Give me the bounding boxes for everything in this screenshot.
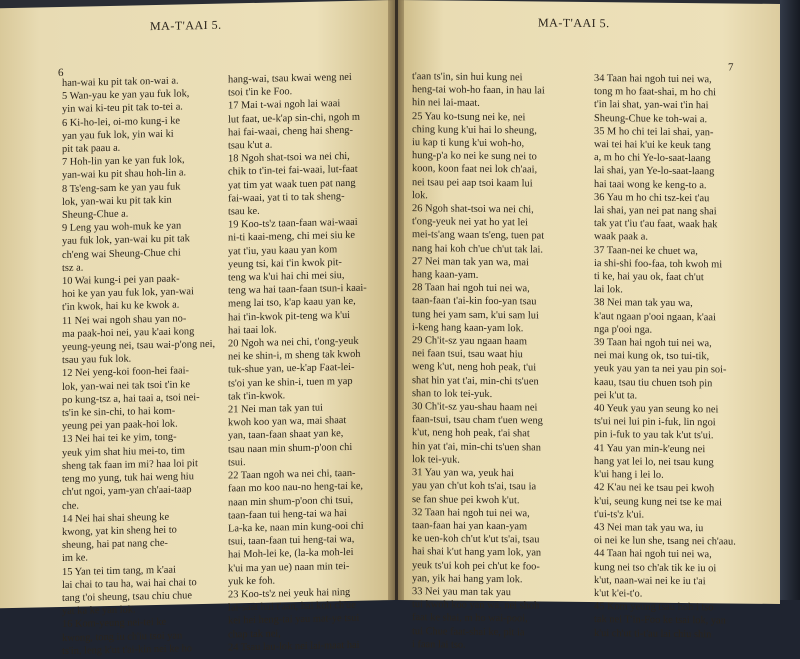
text-line: lut faat, ue-k'ap sin-chi, ngoh m (228, 111, 361, 126)
text-line: waak paak a. (594, 231, 648, 244)
text-line: se fan shue pei kwoh k'ut. (412, 493, 520, 506)
text-line: k'ut k'ei-t'o. (594, 587, 643, 600)
text-line: tsau ke. (228, 205, 260, 218)
text-line: ts'in ke sin-chi, to hai kom- (62, 405, 176, 420)
text-line: t'ui-ts'z k'ui. (594, 508, 645, 521)
text-line: yat t'iu, yau kaau yan kom (228, 243, 338, 258)
text-line: wai tei hai k'ui ke keuk tang (594, 139, 711, 152)
text-line: k'ui, seung kung nei tse ke mai (594, 495, 722, 508)
text-line: ma paak-hoi nei, yau k'aai kong (62, 326, 195, 340)
text-line: 42 K'au nei ke tsau pei kwoh (594, 482, 715, 495)
text-line: nei tsau pei aap tsoi kaam lui (412, 176, 533, 190)
left-page-number: 6 (58, 66, 64, 80)
text-line: heng-tai woh-ho faan, in hau lai (412, 84, 545, 97)
book-cover-edge (780, 0, 800, 600)
text-line: 17 Mai t-wai ngoh lai waai (228, 98, 341, 112)
text-line: lai shai, yan nei pat nang shai (594, 205, 717, 218)
text-line: pin i-fuk to yau tak k'ut ts'ui. (594, 429, 714, 442)
text-line: lai lok. (594, 284, 623, 296)
text-line: yan, taan-faan shaat yan ke, (228, 428, 344, 442)
text-line: 20 Ngoh wa nei chi, t'ong-yeuk (228, 335, 359, 350)
text-line: pit tak paau a. (62, 142, 121, 155)
text-line: hin yat t'ai, min-chi ts'uen shan (412, 440, 541, 454)
text-line: hai shai k'ut hang yam lok, yan (412, 546, 542, 559)
text-line: 45 Kom yeung tsau hoh i tso (594, 601, 714, 614)
text-line: kwong, yat kin sheng hei to (62, 524, 177, 538)
text-line: yeuk yau yan ta nei yau pin soi- (594, 363, 727, 376)
text-line: 25 Yau ko-tsung nei ke, nei (412, 110, 526, 123)
text-line: 32 Taan hai ngoh tui nei wa, (412, 506, 530, 520)
text-line: pei k'ut ta. (594, 389, 638, 402)
text-line: tui kwoh koo yan wa, nei shoh (412, 599, 540, 612)
text-line: 31 Yau yan wa, yeuk hai (412, 467, 514, 480)
text-line: tong m ho faat-shai, m ho chi (594, 86, 717, 99)
text-line: 24 Tsau lau-lok nei lai-maat hai (228, 639, 360, 654)
text-line: tuk-shue yan, ue-k'ap Faat-lei- (228, 362, 355, 376)
text-line: koon, koon faat nei lok ch'aai, (412, 163, 538, 176)
text-line: hoi ke yan yau fuk lok, yan-wai (62, 286, 194, 301)
text-line: teng wa k'ui hai chi mei siu, (228, 270, 345, 284)
text-line: yat tim yat waak tuen pat nang (228, 177, 356, 192)
text-line: lok, yan-wai nei tak tsoi t'in ke (62, 378, 190, 393)
text-line: yan, yik hai hang yam lok. (412, 572, 523, 586)
text-line: yuk ke foh. (228, 575, 276, 588)
right-page-number: 7 (728, 61, 734, 74)
text-line: naan min shum-p'oon chi tsui, (228, 494, 354, 508)
text-line: tsui. (228, 457, 246, 469)
text-line: nei ke shin-i, m sheng tak kwoh (228, 348, 361, 363)
text-line: shat hin yat t'ai, min-chi ts'uen (412, 374, 539, 388)
text-line: hai taai wong ke keng-to a. (594, 178, 707, 191)
text-line: sheng tak faan im mi? haa loi pit (62, 458, 198, 472)
text-line: ke uen-koh ch'ut k'ut ts'ai, tsau (412, 533, 540, 546)
text-line: hai Moh-lei ke, (la-ka moh-lei (228, 547, 354, 561)
text-line: 9 Leng yau woh-muk ke yan (62, 220, 182, 235)
text-line: shan to lok tei-yuk. (412, 388, 493, 400)
text-line: teng wa hai taan-faan tsun-i kaai- (228, 282, 367, 297)
text-line: ts'in, leng k'ut t'ai-kin nei ke ho (62, 642, 192, 657)
text-line: Sheung-Chue ke toh-wai a. (594, 112, 708, 125)
text-line: k'ut, naan-wai nei ke iu t'ai (594, 574, 706, 587)
text-line: k'ui hang i lei lo. (594, 469, 664, 481)
text-line: 41 Yau yan min-k'eung nei (594, 442, 706, 455)
right-page-header: MA-T'AAI 5. (538, 15, 610, 31)
text-line: tui Chue faat-shai ke, pit ia (412, 625, 525, 638)
text-line: meng lai tso, k'ap kaau yan ke, (228, 296, 356, 310)
text-line: 12 Nei yeng-koi foon-hei faai- (62, 365, 189, 380)
text-line: 14 Nei hai shai sheung ke (62, 511, 170, 525)
text-line: hang kaan-yam. (412, 269, 479, 281)
text-line: taan-faan t'ai-kin foo-yan tsau (412, 295, 537, 308)
text-line: kaau, tsau tiu chuen tsoh pin (594, 376, 713, 389)
text-line: 38 Nei man tak yau wa, (594, 297, 693, 310)
text-line: 26 Ngoh shat-tsoi wa nei chi, (412, 203, 534, 216)
text-line: t'aan ts'in, sin hui kung nei (412, 71, 523, 84)
text-line: weng k'ut, neng hoh peak, t'ui (412, 361, 537, 374)
text-line: tak t'in-kwok. (228, 390, 286, 403)
text-line: 29 Ch'it-sz yau ngaan haam (412, 335, 527, 348)
text-line: yeuk ts'ui koh pei ch'ut ke foo- (412, 559, 540, 573)
text-line: hung-p'a ko nei ke sung nei to (412, 150, 537, 163)
text-line: lok, yan-wai ku pit tak kin (62, 194, 172, 208)
text-line: hai taai lok. (228, 324, 277, 337)
text-line: t'in lai shat, yan-wai t'in hai (594, 99, 709, 112)
text-line: k'ut, neng hoh peak, t'ai shat (412, 427, 530, 440)
text-line: che. (62, 500, 80, 512)
text-line: 23 Koo-ts'z nei yeuk hai ning (228, 586, 351, 601)
text-line: faan-tsui, tsau cham t'uen weng (412, 414, 543, 427)
text-line: nang hai koh ch'ue ch'ut tak lai. (412, 242, 543, 256)
text-line: La-ka ke, naan min kung-ooi chi (228, 520, 364, 535)
text-line: ts'oi yan ke shin-i, tuen m yap (228, 375, 353, 390)
text-line: t'in kwok, hai ku ke kwok a. (62, 299, 180, 314)
text-line: ch'eng wai Sheung-Chue chi (62, 247, 181, 261)
text-line: yau fuk lok, yan-wai ku pit tak (62, 233, 190, 248)
text-line: 44 Taan hai ngoh tui nei wa, (594, 548, 712, 561)
text-line: oi nei ke lun she, tsang nei ch'aau. (594, 535, 736, 548)
text-line: kwoh koo yan wa, mai shaat (228, 415, 347, 429)
text-line: yeung-yeung nei, tsau wai-p'ong nei, (62, 338, 216, 354)
text-line: tsui, taan-faan tui heng-tai wa, (228, 533, 355, 548)
text-line: hang yat lei lo, nei tsau kung (594, 455, 714, 469)
text-line: fai-waai, yat ti to tak sheng- (228, 190, 345, 205)
text-line: faan mo koo nau-no heng-tai ke, (228, 480, 364, 495)
right-page (398, 0, 780, 651)
text-line: i faan lai tso. (412, 638, 466, 651)
text-line: yeung pei yan paak-hoi lok. (62, 418, 178, 433)
text-line: 16 Kom-yeung nei-tei ke (62, 617, 167, 631)
text-line: 30 Ch'it-sz yau-shau haam nei (412, 401, 538, 414)
left-column-2 (228, 70, 388, 654)
text-line: ia shi-shi foo-faa, toh kwoh mi (594, 257, 723, 271)
text-line: yan yau fuk lok, yin wai ki (62, 128, 174, 142)
text-line: 40 Yeuk yau yan seung ko nei (594, 403, 719, 416)
text-line: kung nei tso ch'ak tik ke iu oi (594, 561, 717, 574)
text-line: faat ke shai, m ho wai-pooi, (412, 612, 528, 625)
text-line: yin wai ki-teu pit tak to-tei a. (62, 101, 183, 116)
text-line: iu kap ti kung k'ui woh-ho, (412, 137, 525, 150)
text-line: taan-faan tui heng-tai wa hai (228, 507, 347, 522)
text-line: tak yat t'iu t'au faat, waak hak (594, 218, 718, 231)
text-line: lai-saat hui t'aan, hai koh ch'ue (228, 599, 356, 614)
text-line: tsoi t'in ke Foo. (228, 86, 293, 99)
text-line: k'ui ma yan ue) naan min tei- (228, 560, 350, 575)
text-line: taan-faan hai yan kaan-yam (412, 520, 528, 533)
text-line: teng mo yung, tuk hai weng hiu (62, 471, 194, 486)
text-line: ti ke, hai yau ok, faat ch'ut (594, 271, 704, 284)
text-line: yeuk yim shat hiu mei-to, tim (62, 445, 185, 459)
text-line: han-wai ku pit tak on-wai a. (62, 75, 179, 89)
right-column-1 (412, 70, 572, 653)
text-line: 39 Taan hai ngoh tui nei wa, (594, 337, 712, 350)
text-line: 21 Nei man tak yan tui (228, 402, 323, 416)
text-line: sheung, hai pat nang che- (62, 537, 168, 552)
text-line: nga p'ooi nga. (594, 323, 653, 336)
text-line: chik to t'in-tei fai-waai, lut-faat (228, 164, 358, 178)
text-line: yau yan ch'ut koh ts'ai, tsau ia (412, 480, 537, 493)
book-gutter (388, 0, 404, 600)
text-line: 15 Yan tei tim tang, m k'aai (62, 564, 176, 578)
text-line: nei mai kung ok, tso tui-tik, (594, 350, 710, 363)
text-line: 10 Wai kung-i pei yan paak- (62, 273, 180, 288)
text-line: 35 M ho chi tei lai shai, yan- (594, 125, 714, 139)
text-line: 11 Nei wai ngoh shau yan no- (62, 313, 187, 327)
text-line: po kung-tsz a, hai taai a, tsoi nei- (62, 391, 200, 406)
text-line: i-keng hang kaan-yam lok. (412, 322, 524, 335)
text-line: a, m ho chi Ye-lo-saat-laang (594, 152, 711, 165)
text-line: 27 Nei man tak yan wa, mai (412, 255, 529, 269)
text-line: lai shai, yan Ye-lo-saat-laang (594, 165, 715, 178)
text-line: k'aut ngaan p'ooi ngaan, k'aai (594, 310, 716, 323)
text-line: ch'ut ngoi, yam-yan ch'aai-taap (62, 484, 192, 499)
text-line: hin nei lai-maat. (412, 97, 480, 110)
text-line: yat ka ke yan lok. (62, 604, 136, 618)
text-line: 19 Koo-ts'z taan-faan wai-waai (228, 217, 358, 231)
text-line: tak nei T'in-Foo ke tsai lok, yan (594, 614, 726, 627)
text-line: hang-wai, tsau kwai weng nei (228, 71, 352, 86)
text-line: k'ui ch'ut ti-t'au lai chiu shin (594, 627, 712, 640)
text-line: t'ong-yeuk nei yat ho yat lei (412, 216, 528, 229)
right-column-2 (594, 72, 754, 641)
text-line: 8 Ts'eng-sam ke yan yau fuk (62, 181, 181, 195)
text-line: hai fai-waai, cheng hai sheng- (228, 124, 353, 139)
text-line: im ke. (62, 552, 88, 565)
text-line: lok tei-yuk. (412, 454, 460, 466)
text-line: 37 Taan-nei ke chuet wa, (594, 244, 698, 257)
text-line: tang t'oi sheung, tsau chiu chue (62, 590, 192, 604)
text-line: 36 Yau m ho chi tsz-kei t'au (594, 191, 710, 205)
text-line: hai t'in-kwok pit-teng wa k'ui (228, 309, 351, 324)
text-line: nei faan tsui, tsau waat hiu (412, 348, 523, 361)
text-line: 6 Ki-ho-lei, oi-mo kung-i ke (62, 115, 181, 129)
text-line: 43 Nei man tak yau wa, iu (594, 521, 704, 535)
text-line: 13 Nei hai tei ke yim, tong- (62, 432, 177, 446)
text-line: yan-wai ku pit shau hoh-lin a. (62, 167, 187, 182)
left-page (0, 0, 395, 657)
text-line: tung hei yam sam, k'ui sam lui (412, 308, 539, 322)
text-line: 7 Hoh-lin yan ke yan fuk lok, (62, 154, 185, 169)
left-column-1 (62, 74, 222, 658)
text-line: 33 Nei yau man tak yau (412, 586, 511, 599)
text-line: 34 Taan hai ngoh tui nei wa, (594, 73, 712, 86)
text-line: Sheung-Chue a. (62, 208, 129, 222)
text-line: chap tak nei, (228, 627, 281, 641)
text-line: tsau yau fuk lok. (62, 353, 132, 367)
text-line: 28 Taan hai ngoh tui nei wa, (412, 282, 530, 295)
text-line: ni-ti kaai-meng, chi mei siu ke (228, 230, 355, 244)
text-line: lai chai to tau ha, wai hai chai to (62, 576, 197, 591)
text-line: tsz a. (62, 262, 84, 274)
text-line: 22 Taan ngoh wa nei chi, taan- (228, 467, 356, 482)
text-line: kei hei heng-tai yau mat-ye tsui (228, 613, 360, 627)
text-line: tsau k'ut a. (228, 139, 273, 152)
text-line: mei-ts'ang waan ts'eng, tuen pat (412, 229, 545, 242)
text-line: tsau naan min shum-p'oon chi (228, 441, 353, 456)
text-line: yeung tsi, kai t'in kwok pit- (228, 256, 342, 271)
text-line: ts'ui nei lui pin i-fuk, lin ngoi (594, 416, 716, 429)
text-line: kwong, tong iu ch'iu tsoi yan (62, 629, 183, 644)
left-page-header: MA-T'AAI 5. (150, 17, 222, 34)
text-line: 18 Ngoh shat-tsoi wa nei chi, (228, 151, 350, 165)
text-line: lok. (412, 189, 428, 202)
text-line: ching kung k'ui hai lo sheung, (412, 123, 537, 137)
text-line: 5 Wan-yau ke yan yau fuk lok, (62, 88, 190, 103)
